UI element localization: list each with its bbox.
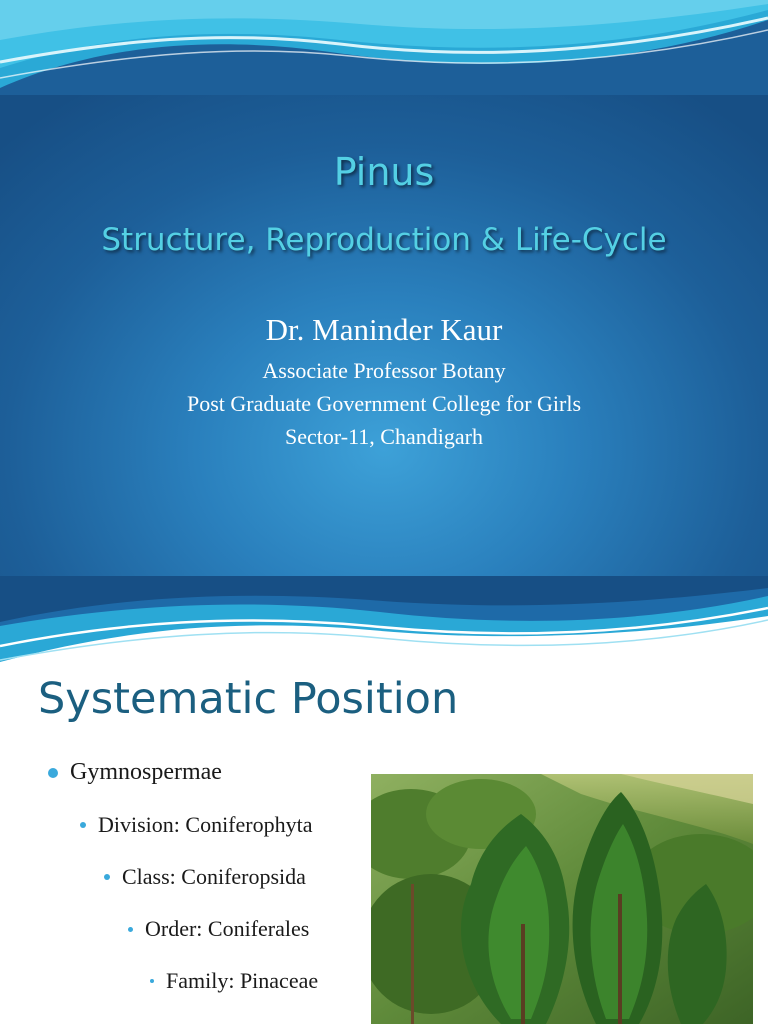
bullet-dot-icon [128,927,133,932]
bullet-text: Gymnospermae [70,759,222,785]
pine-forest-photo [371,774,753,1024]
author-college: Post Graduate Government College for Girls [186,391,582,416]
bullet-item-division [80,812,312,838]
bullet-item-class [104,864,306,890]
bullet-item-order [128,916,309,942]
bullet-text: Class: Coniferopsida [122,864,306,889]
author-block [0,312,768,453]
top-wave-decoration [0,0,768,95]
bullet-dot-icon [48,768,58,778]
bullet-text: Order: Coniferales [145,916,310,941]
bullet-text: Family: Pinaceae [166,968,319,993]
bullet-item-family [150,968,318,994]
bullet-item-group [48,759,222,786]
author-location: Sector-11, Chandigarh [285,424,483,449]
slide-divider-wave [0,576,768,666]
bullet-text: Division: Coniferophyta [98,812,313,837]
slide-heading: Systematic Position [38,674,459,724]
slide-title: Pinus [333,150,435,194]
slide-subtitle: Structure, Reproduction & Life-Cycle [101,222,667,258]
author-position: Associate Professor Botany [262,358,506,383]
bullet-dot-icon [150,979,154,983]
bullet-dot-icon [104,874,110,880]
author-name: Dr. Maninder Kaur [265,312,503,347]
bullet-dot-icon [80,822,86,828]
